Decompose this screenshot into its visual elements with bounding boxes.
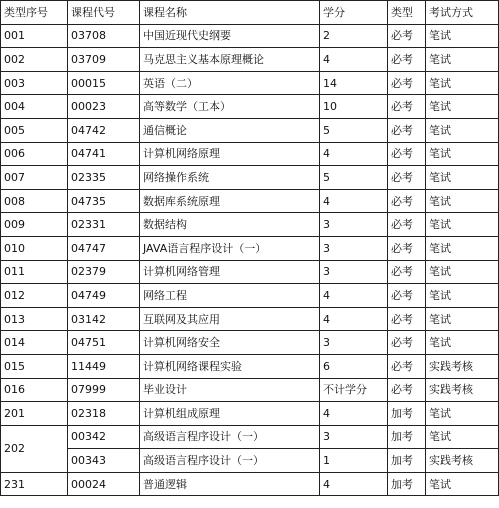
- cell-type: 必考: [388, 331, 426, 355]
- cell-code: 03708: [68, 24, 140, 48]
- cell-code: 04742: [68, 118, 140, 142]
- cell-name: 马克思主义基本原理概论: [140, 48, 320, 72]
- cell-code: 07999: [68, 378, 140, 402]
- cell-exam: 实践考核: [426, 354, 499, 378]
- cell-seq: 016: [1, 378, 68, 402]
- table-row: [1, 260, 499, 284]
- cell-credit: 4: [320, 402, 388, 426]
- cell-credit: 3: [320, 213, 388, 237]
- cell-name: 网络操作系统: [140, 166, 320, 190]
- cell-name: 计算机网络课程实验: [140, 354, 320, 378]
- table-row: [1, 425, 499, 449]
- header-exam: 考试方式: [426, 1, 499, 25]
- cell-exam: 笔试: [426, 24, 499, 48]
- cell-name: 互联网及其应用: [140, 307, 320, 331]
- cell-type: 加考: [388, 449, 426, 473]
- table-row: [1, 95, 499, 119]
- cell-code: 02318: [68, 402, 140, 426]
- table-row: [1, 166, 499, 190]
- cell-exam: 笔试: [426, 95, 499, 119]
- cell-type: 加考: [388, 402, 426, 426]
- cell-code: 11449: [68, 354, 140, 378]
- cell-type: 必考: [388, 236, 426, 260]
- cell-seq: 012: [1, 284, 68, 308]
- table-row: [1, 118, 499, 142]
- cell-credit: 10: [320, 95, 388, 119]
- cell-credit: 14: [320, 71, 388, 95]
- cell-type: 必考: [388, 189, 426, 213]
- cell-exam: 笔试: [426, 142, 499, 166]
- header-type: 类型: [388, 1, 426, 25]
- cell-code: 00023: [68, 95, 140, 119]
- table-row: [1, 354, 499, 378]
- table-row: [1, 402, 499, 426]
- cell-type: 必考: [388, 142, 426, 166]
- cell-name: 网络工程: [140, 284, 320, 308]
- table-row: [1, 142, 499, 166]
- cell-code: 04749: [68, 284, 140, 308]
- cell-name: 普通逻辑: [140, 472, 320, 496]
- cell-exam: 笔试: [426, 166, 499, 190]
- cell-credit: 4: [320, 142, 388, 166]
- cell-code: 04741: [68, 142, 140, 166]
- cell-seq: 015: [1, 354, 68, 378]
- cell-type: 必考: [388, 354, 426, 378]
- cell-name: 计算机组成原理: [140, 402, 320, 426]
- cell-code: 03709: [68, 48, 140, 72]
- cell-name: 毕业设计: [140, 378, 320, 402]
- table-row: [1, 472, 499, 496]
- cell-type: 加考: [388, 425, 426, 449]
- cell-credit: 3: [320, 236, 388, 260]
- cell-seq: 005: [1, 118, 68, 142]
- table-row: [1, 24, 499, 48]
- cell-exam: 笔试: [426, 425, 499, 449]
- header-name: 课程名称: [140, 1, 320, 25]
- cell-credit: 4: [320, 48, 388, 72]
- cell-credit: 3: [320, 425, 388, 449]
- cell-seq: 007: [1, 166, 68, 190]
- cell-credit: 4: [320, 189, 388, 213]
- cell-credit: 2: [320, 24, 388, 48]
- cell-exam: 笔试: [426, 48, 499, 72]
- cell-seq: 002: [1, 48, 68, 72]
- cell-credit: 不计学分: [320, 378, 388, 402]
- table-row: [1, 189, 499, 213]
- cell-exam: 笔试: [426, 402, 499, 426]
- cell-seq: 001: [1, 24, 68, 48]
- table-row: [1, 213, 499, 237]
- cell-exam: 笔试: [426, 71, 499, 95]
- cell-name: 通信概论: [140, 118, 320, 142]
- cell-code: 00343: [68, 449, 140, 473]
- cell-credit: 3: [320, 331, 388, 355]
- cell-exam: 笔试: [426, 331, 499, 355]
- cell-credit: 3: [320, 260, 388, 284]
- cell-type: 必考: [388, 118, 426, 142]
- cell-credit: 5: [320, 166, 388, 190]
- header-credit: 学分: [320, 1, 388, 25]
- cell-code: 02379: [68, 260, 140, 284]
- cell-code: 04735: [68, 189, 140, 213]
- cell-credit: 4: [320, 307, 388, 331]
- cell-name: 计算机网络安全: [140, 331, 320, 355]
- cell-exam: 笔试: [426, 260, 499, 284]
- cell-code: 02335: [68, 166, 140, 190]
- cell-seq: 009: [1, 213, 68, 237]
- cell-code: 00342: [68, 425, 140, 449]
- cell-seq: 013: [1, 307, 68, 331]
- cell-exam: 笔试: [426, 284, 499, 308]
- cell-type: 必考: [388, 166, 426, 190]
- cell-name: 高级语言程序设计（一）: [140, 425, 320, 449]
- cell-code: 00024: [68, 472, 140, 496]
- cell-code: 03142: [68, 307, 140, 331]
- cell-name: 中国近现代史纲要: [140, 24, 320, 48]
- cell-code: 00015: [68, 71, 140, 95]
- table-row: [1, 331, 499, 355]
- cell-name: 高等数学（工本）: [140, 95, 320, 119]
- cell-code: 02331: [68, 213, 140, 237]
- cell-credit: 6: [320, 354, 388, 378]
- cell-credit: 4: [320, 284, 388, 308]
- cell-name: 高级语言程序设计（一）: [140, 449, 320, 473]
- cell-type: 必考: [388, 213, 426, 237]
- cell-type: 必考: [388, 95, 426, 119]
- cell-type: 必考: [388, 284, 426, 308]
- table-row: [1, 449, 499, 473]
- cell-exam: 笔试: [426, 118, 499, 142]
- table-row: [1, 307, 499, 331]
- cell-name: 数据库系统原理: [140, 189, 320, 213]
- cell-credit: 5: [320, 118, 388, 142]
- cell-exam: 笔试: [426, 472, 499, 496]
- cell-type: 必考: [388, 24, 426, 48]
- cell-exam: 笔试: [426, 189, 499, 213]
- cell-name: 计算机网络管理: [140, 260, 320, 284]
- course-table-body: [1, 24, 499, 496]
- header-row: [1, 1, 499, 25]
- cell-seq: 231: [1, 472, 68, 496]
- cell-seq: 202: [1, 425, 68, 472]
- cell-exam: 笔试: [426, 236, 499, 260]
- cell-seq: 010: [1, 236, 68, 260]
- cell-seq: 014: [1, 331, 68, 355]
- cell-name: 数据结构: [140, 213, 320, 237]
- cell-seq: 008: [1, 189, 68, 213]
- cell-type: 必考: [388, 378, 426, 402]
- header-code: 课程代号: [68, 1, 140, 25]
- cell-seq: 004: [1, 95, 68, 119]
- cell-seq: 011: [1, 260, 68, 284]
- cell-type: 加考: [388, 472, 426, 496]
- cell-seq: 003: [1, 71, 68, 95]
- table-row: [1, 71, 499, 95]
- cell-name: JAVA语言程序设计（一）: [140, 236, 320, 260]
- cell-type: 必考: [388, 307, 426, 331]
- cell-type: 必考: [388, 48, 426, 72]
- cell-credit: 4: [320, 472, 388, 496]
- cell-seq: 201: [1, 402, 68, 426]
- cell-type: 必考: [388, 71, 426, 95]
- cell-code: 04747: [68, 236, 140, 260]
- cell-seq: 006: [1, 142, 68, 166]
- cell-exam: 实践考核: [426, 449, 499, 473]
- cell-name: 计算机网络原理: [140, 142, 320, 166]
- cell-exam: 笔试: [426, 213, 499, 237]
- table-row: [1, 284, 499, 308]
- table-row: [1, 48, 499, 72]
- table-row: [1, 378, 499, 402]
- cell-credit: 1: [320, 449, 388, 473]
- table-row: [1, 236, 499, 260]
- cell-code: 04751: [68, 331, 140, 355]
- header-seq: 类型序号: [1, 1, 68, 25]
- cell-name: 英语（二）: [140, 71, 320, 95]
- cell-exam: 笔试: [426, 307, 499, 331]
- cell-exam: 实践考核: [426, 378, 499, 402]
- cell-type: 必考: [388, 260, 426, 284]
